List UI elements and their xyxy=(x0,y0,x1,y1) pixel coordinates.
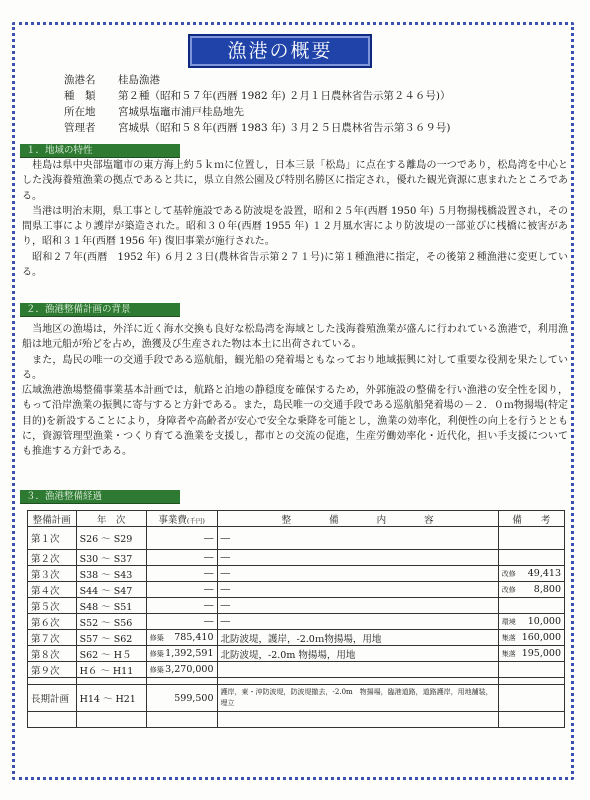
cell-period: S26 ～ S29 xyxy=(76,527,146,550)
note-value: 8,800 xyxy=(533,584,561,595)
cell-content: 北防波堤，-2.0m 物揚場，用地 xyxy=(217,646,498,662)
cell-plan: 第８次 xyxy=(28,646,77,662)
note-value: 49,413 xyxy=(527,568,561,579)
section-heading-3 xyxy=(20,490,180,504)
cell-period: S48 ～ S51 xyxy=(76,598,146,614)
info-row-location xyxy=(64,104,451,120)
cost-value: 785,410 xyxy=(174,632,214,643)
table-row xyxy=(28,598,565,614)
cell-content: ― xyxy=(217,598,498,614)
empty-cell xyxy=(146,712,217,728)
info-row-manager xyxy=(64,120,451,136)
paragraph: 広域漁港漁場整備事業基本計画では，航路と泊地の静穏度を確保するため，外郭施設の整備を行い漁港の安全性を図り，もって沿岸漁業の振興に寄与すると方針である。また，島民唯一の交通手段である巡航船発着場の－２．０ｍ物揚場(特定目的)を新設することにより，身障者や高齢者が安心で安全な乗降を可能とし，漁業の効率化，利便性の向上を行うとともに，資源管理型漁業・つくり育てる漁業を支援し，都市との交流の促進，生産労働効率化・近代化，担い手支援についても推進する方針である。 xyxy=(22,385,568,458)
cell-content: ― xyxy=(217,527,498,550)
cost-value: ― xyxy=(204,552,214,563)
cell-cost xyxy=(146,614,217,630)
table-row xyxy=(28,646,565,662)
note-tag: 集落 xyxy=(501,649,516,658)
table-header-row xyxy=(28,511,565,527)
cell-content: ― xyxy=(217,550,498,566)
spacer-cell xyxy=(146,678,217,685)
info-row-type xyxy=(64,88,451,104)
info-value: 第２種（昭和５７年(西暦 1982 年) ２月１日農林省告示第２４６号)） xyxy=(118,90,451,102)
info-value: 桂島漁港 xyxy=(118,74,160,86)
cost-value: 3,270,000 xyxy=(165,664,214,675)
table-row-long-term xyxy=(28,685,565,712)
page-title-banner xyxy=(188,34,372,68)
empty-cell xyxy=(498,712,564,728)
cost-tag: 修築 xyxy=(149,633,164,642)
info-key: 種 類 xyxy=(64,90,96,102)
table-spacer-row xyxy=(28,678,565,685)
header-content: 整 備 内 容 xyxy=(217,511,498,527)
cell-content: 護岸，東・沖防波堤，防波堤撤去，-2.0m 物揚場，臨港道路，道路護岸，用地舗装，埋立 xyxy=(217,685,498,712)
cell-plan: 第６次 xyxy=(28,614,77,630)
header-cost-unit: (千円) xyxy=(186,516,205,525)
note-tag: 集落 xyxy=(501,633,516,642)
paragraph: 当港は明治末期，県工事として基幹施設である防波堤を設置，昭和２５年(西暦 1950 年) ５月物揚桟橋設置され，その間県工事により護岸が築造された。昭和３０年(西暦 1955 年) １２月風水害により防波堤の一部並びに桟橋に被害があり，昭和３１年(西暦 1956 年) 復旧事業が施行された。 xyxy=(22,205,568,248)
note-value: 195,000 xyxy=(521,648,561,659)
paragraph: 昭和２７年(西暦 1952 年) ６月２３日(農林省告示第２７１号)に第１種漁港に指定，その後第２種漁港に変更している。 xyxy=(22,251,568,279)
cell-cost xyxy=(146,582,217,598)
info-key: 所在地 xyxy=(64,106,96,118)
cell-cost xyxy=(146,527,217,550)
spacer-cell xyxy=(28,678,77,685)
cell-period: S57 ～ S62 xyxy=(76,630,146,646)
empty-cell xyxy=(76,712,146,728)
cell-period: S30 ～ S37 xyxy=(76,550,146,566)
cell-period: S62 ～ H５ xyxy=(76,646,146,662)
cost-value: 1,392,591 xyxy=(165,648,214,659)
cost-value: ― xyxy=(204,532,214,544)
cell-plan: 第９次 xyxy=(28,662,77,678)
info-value: 宮城県塩竈市浦戸桂島地先 xyxy=(118,106,244,118)
header-cost xyxy=(146,511,217,527)
empty-cell xyxy=(28,712,77,728)
cell-period: S44 ～ S47 xyxy=(76,582,146,598)
cell-note xyxy=(498,685,564,712)
cell-note xyxy=(498,662,564,678)
section-body-2 xyxy=(22,322,568,460)
cell-plan: 第２次 xyxy=(28,550,77,566)
cost-value: ― xyxy=(204,568,214,579)
info-key: 管理者 xyxy=(64,122,96,134)
cell-plan: 第７次 xyxy=(28,630,77,646)
header-note: 備 考 xyxy=(498,511,564,527)
cell-plan: 第５次 xyxy=(28,598,77,614)
note-value: 10,000 xyxy=(527,616,561,627)
cell-cost xyxy=(146,598,217,614)
cell-note xyxy=(498,550,564,566)
cell-plan: 長期計画 xyxy=(28,685,77,712)
cost-tag: 修築 xyxy=(149,665,164,674)
note-value: 160,000 xyxy=(521,632,561,643)
info-row-name xyxy=(64,72,451,88)
cell-period: S38 ～ S43 xyxy=(76,566,146,582)
section-heading-text: ３．漁港整備経過 xyxy=(26,491,103,502)
cell-cost xyxy=(146,566,217,582)
paragraph: 当地区の漁場は，外洋に近く海水交換も良好な松島湾を海域とした浅海養殖漁業が盛んに行われている漁港で，利用漁船は地元船が殆どを占め，漁獲及び生産された物は本土に出荷されている。 xyxy=(22,324,568,351)
note-tag: 改修 xyxy=(501,569,516,578)
cell-plan: 第１次 xyxy=(28,527,77,550)
spacer-cell xyxy=(498,678,564,685)
cell-cost: 599,500 xyxy=(146,685,217,712)
harbor-info xyxy=(64,72,451,136)
info-value: 宮城県（昭和５８年(西暦 1983 年) ３月２５日農林省告示第３６９号) xyxy=(118,122,451,134)
table-row xyxy=(28,614,565,630)
cell-content xyxy=(217,662,498,678)
paragraph: 桂島は県中央部塩竈市の東方海上約５ｋｍに位置し，日本三景「松島」に点在する離島の一つであり，松島湾を中心とした浅海養殖漁業の拠点であると共に，県立自然公園及び特別名勝区に指定され，優れた観光資源に恵まれたところである。 xyxy=(22,160,568,202)
cell-plan: 第４次 xyxy=(28,582,77,598)
table-row xyxy=(28,550,565,566)
table-empty-row xyxy=(28,712,565,728)
cell-content: ― xyxy=(217,614,498,630)
cell-cost xyxy=(146,646,217,662)
cost-tag: 修築 xyxy=(149,649,164,658)
cell-note xyxy=(498,598,564,614)
page-title: 漁港の概要 xyxy=(227,40,333,62)
info-key: 漁港名 xyxy=(64,74,96,86)
section-body-1 xyxy=(22,158,568,280)
section-heading-text: ２．漁港整備計画の背景 xyxy=(26,304,131,315)
cell-cost xyxy=(146,630,217,646)
table-row xyxy=(28,566,565,582)
paragraph: また，島民の唯一の交通手段である巡航船，観光船の発着場ともなっており地域振興に対して重要な役割を果たしている。 xyxy=(22,354,568,381)
cell-note xyxy=(498,614,564,630)
empty-cell xyxy=(217,712,498,728)
cell-plan: 第３次 xyxy=(28,566,77,582)
cost-value: ― xyxy=(204,584,214,595)
note-tag: 改修 xyxy=(501,585,516,594)
cell-cost xyxy=(146,662,217,678)
cell-note xyxy=(498,646,564,662)
table-row xyxy=(28,630,565,646)
cell-content: 北防波堤，護岸，-2.0ｍ物揚場，用地 xyxy=(217,630,498,646)
header-period: 年 次 xyxy=(76,511,146,527)
note-tag: 環境 xyxy=(501,617,516,626)
development-history-table xyxy=(27,510,565,728)
cell-note xyxy=(498,527,564,550)
cell-period: H14 ～ H21 xyxy=(76,685,146,712)
header-plan: 整備計画 xyxy=(28,511,77,527)
section-heading-2 xyxy=(20,303,180,317)
cell-period: H６ ～ H11 xyxy=(76,662,146,678)
section-heading-1 xyxy=(20,144,180,158)
table-row xyxy=(28,582,565,598)
table-row xyxy=(28,662,565,678)
spacer-cell xyxy=(217,678,498,685)
table-row xyxy=(28,527,565,550)
cell-period: S52 ～ S56 xyxy=(76,614,146,630)
cost-value: ― xyxy=(204,616,214,627)
spacer-cell xyxy=(76,678,146,685)
cell-content: ― xyxy=(217,566,498,582)
cell-cost xyxy=(146,550,217,566)
cell-note xyxy=(498,582,564,598)
header-cost-label: 事業費 xyxy=(158,514,187,526)
cell-note xyxy=(498,630,564,646)
section-heading-text: １．地域の特性 xyxy=(26,145,93,156)
cost-value: ― xyxy=(204,600,214,611)
cell-note xyxy=(498,566,564,582)
cell-content: ― xyxy=(217,582,498,598)
